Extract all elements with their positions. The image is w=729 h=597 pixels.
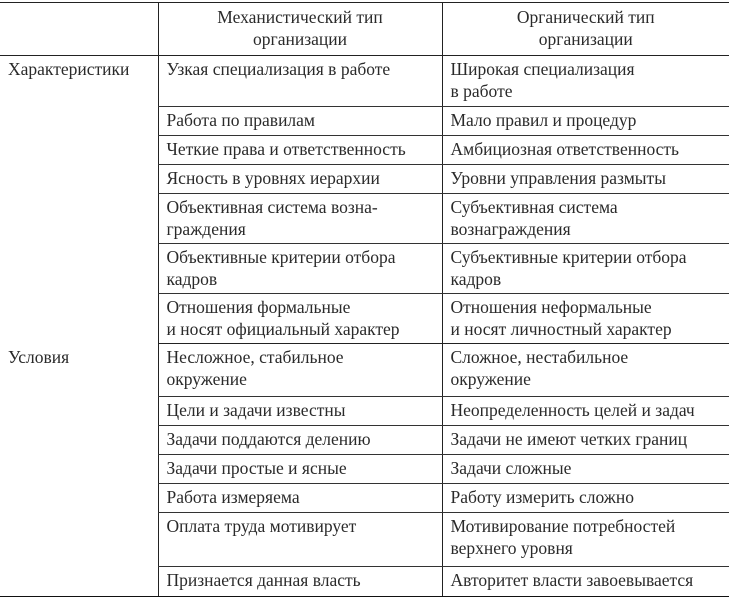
- cell-mechanistic: Ясность в уровнях иерархии: [158, 165, 442, 194]
- header-organic-line2: организации: [538, 29, 633, 49]
- cell-mechanistic: Оплата труда мотивирует: [158, 513, 442, 567]
- header-mechanistic-line1: Механистический тип: [217, 7, 383, 27]
- cell-organic: Авторитет власти завоевывается: [442, 567, 729, 597]
- cell-organic: Отношения неформальные и носят личностный характер: [442, 294, 729, 344]
- cell-mechanistic: Работа по правилам: [158, 107, 442, 136]
- cell-mechanistic: Задачи поддаются делению: [158, 426, 442, 455]
- cell-organic: Мало правил и процедур: [442, 107, 729, 136]
- cell-mechanistic: Признается данная власть: [158, 567, 442, 597]
- group-label-characteristics: Характеристики: [8, 59, 130, 79]
- cell-mechanistic: Узкая специализация в работе: [158, 56, 442, 107]
- header-organic: [442, 3, 729, 56]
- header-mechanistic: [158, 3, 442, 56]
- cell-organic: Субъективная система вознаграждения: [442, 194, 729, 244]
- group-label-conditions: Условия: [0, 344, 158, 597]
- cell-mechanistic: Объективные критерии отбора кадров: [158, 244, 442, 294]
- comparison-document: [0, 2, 729, 597]
- header-corner: [0, 3, 158, 56]
- organization-types-table: [0, 2, 729, 597]
- cell-mechanistic: Цели и задачи известны: [158, 397, 442, 426]
- table-row: [0, 344, 729, 397]
- cell-mechanistic: Объективная система возна- граждения: [158, 194, 442, 244]
- cell-organic: Неопределенность целей и задач: [442, 397, 729, 426]
- cell-organic: Субъективные критерии отбора кадров: [442, 244, 729, 294]
- cell-organic: Мотивирование потребностей верхнего уровня: [442, 513, 729, 567]
- cell-organic: Работу измерить сложно: [442, 484, 729, 513]
- cell-mechanistic: Четкие права и ответственность: [158, 136, 442, 165]
- table-header-row: [0, 3, 729, 56]
- cell-organic: Задачи сложные: [442, 455, 729, 484]
- cell-mechanistic: Несложное, стабильное окружение: [158, 344, 442, 397]
- cell-organic: Амбициозная ответственность: [442, 136, 729, 165]
- cell-mechanistic: Задачи простые и ясные: [158, 455, 442, 484]
- cell-organic: Уровни управления размыты: [442, 165, 729, 194]
- table-row: [0, 56, 729, 107]
- header-mechanistic-line2: организации: [253, 29, 347, 49]
- cell-organic: Задачи не имеют четких границ: [442, 426, 729, 455]
- cell-mechanistic: Отношения формальные и носят официальный характер: [158, 294, 442, 344]
- cell-mechanistic: Работа измеряема: [158, 484, 442, 513]
- header-organic-line1: Органический тип: [516, 7, 655, 27]
- cell-organic: Широкая специализация в работе: [442, 56, 729, 107]
- cell-organic: Сложное, нестабильное окружение: [442, 344, 729, 397]
